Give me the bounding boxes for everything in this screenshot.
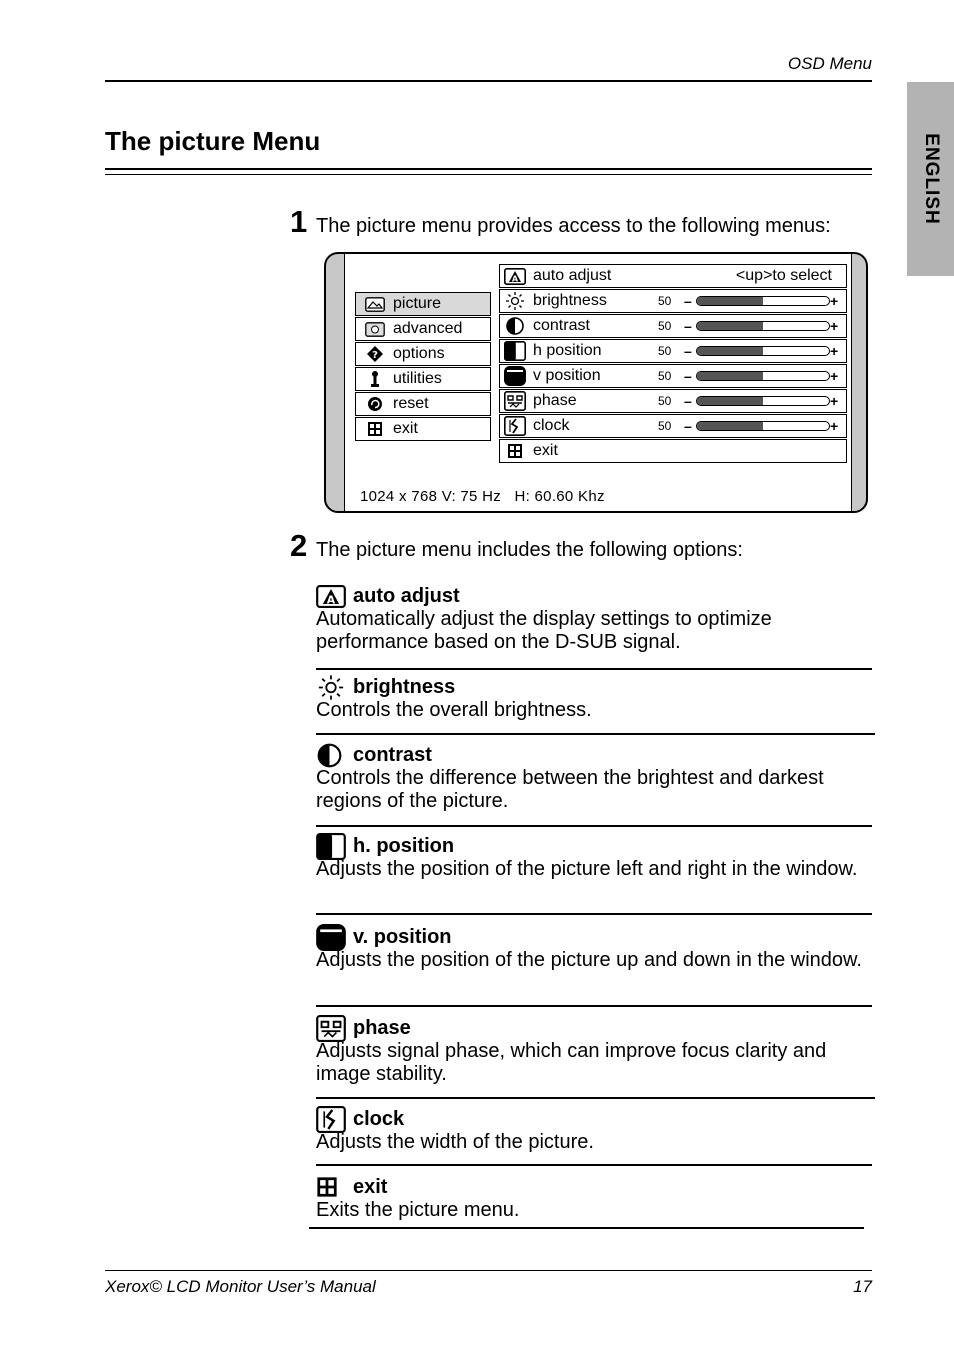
option-separator xyxy=(309,1227,864,1229)
osd-main-menu xyxy=(355,292,491,442)
option-title: v. position xyxy=(353,925,452,948)
option-description: Adjusts the position of the picture left and right in the window. xyxy=(316,858,858,880)
osd-menu-item-utilities[interactable] xyxy=(355,367,491,391)
option-heading xyxy=(316,1016,872,1040)
osd-submenu-item-auto-adjust[interactable] xyxy=(499,264,847,288)
option-auto-adjust xyxy=(316,584,872,654)
slider-value: 50 xyxy=(658,294,672,308)
language-tab xyxy=(907,82,954,276)
option-separator xyxy=(316,1097,875,1099)
brightness-icon xyxy=(316,675,346,699)
svg-text:A: A xyxy=(326,592,336,606)
slider-track[interactable] xyxy=(696,396,830,406)
exit-icon xyxy=(364,421,386,437)
option-v-position xyxy=(316,925,872,972)
language-tab-label: ENGLISH xyxy=(920,133,942,225)
slider-minus[interactable]: – xyxy=(684,418,692,434)
option-separator xyxy=(316,1005,872,1007)
option-contrast xyxy=(316,743,872,813)
osd-submenu-label: h position xyxy=(533,342,602,359)
utilities-icon xyxy=(364,371,386,387)
osd-hint: <up>to select xyxy=(735,267,832,284)
slider-minus[interactable]: – xyxy=(684,343,692,359)
option-title: h. position xyxy=(353,834,455,857)
osd-menu-label: exit xyxy=(393,420,418,437)
slider-plus[interactable]: + xyxy=(830,393,839,409)
header-rule xyxy=(105,80,872,82)
osd-submenu-label: v position xyxy=(533,367,601,384)
osd-menu-label: utilities xyxy=(393,370,442,387)
v-position-icon xyxy=(504,368,526,384)
option-separator xyxy=(316,825,872,827)
osd-menu-item-advanced[interactable] xyxy=(355,317,491,341)
osd-submenu-item-clock[interactable] xyxy=(499,414,847,438)
brightness-icon xyxy=(504,293,526,309)
footer-title: Xerox© LCD Monitor User’s Manual xyxy=(105,1277,376,1296)
title-rule xyxy=(105,168,872,170)
slider-value: 50 xyxy=(658,319,672,333)
option-separator xyxy=(316,1164,872,1166)
slider-minus[interactable]: – xyxy=(684,293,692,309)
slider-fill xyxy=(697,397,763,405)
osd-menu-label: reset xyxy=(393,395,429,412)
slider-track[interactable] xyxy=(696,321,830,331)
osd-submenu-item-brightness[interactable] xyxy=(499,289,847,313)
option-heading xyxy=(316,925,872,949)
osd-submenu-label: phase xyxy=(533,392,577,409)
slider-value: 50 xyxy=(658,394,672,408)
exit-icon xyxy=(504,443,526,459)
page-number: 17 xyxy=(853,1277,872,1296)
slider-fill xyxy=(697,422,763,430)
osd-submenu-label: contrast xyxy=(533,317,590,334)
osd-panel xyxy=(344,254,852,511)
h-position-icon xyxy=(316,834,346,858)
option-title: exit xyxy=(353,1175,388,1198)
clock-icon xyxy=(316,1107,346,1131)
option-brightness xyxy=(316,675,872,722)
slider-fill xyxy=(697,347,763,355)
slider-fill xyxy=(697,372,763,380)
osd-submenu-item-exit[interactable] xyxy=(499,439,847,463)
slider-value: 50 xyxy=(658,419,672,433)
slider-track[interactable] xyxy=(696,346,830,356)
osd-submenu-label: brightness xyxy=(533,292,607,309)
option-heading xyxy=(316,584,872,608)
osd-menu-label: options xyxy=(393,345,445,362)
option-description: Adjusts the position of the picture up and down in the window. xyxy=(316,949,862,971)
option-heading xyxy=(316,1175,872,1199)
slider-value: 50 xyxy=(658,344,672,358)
osd-submenu-item-v-position[interactable] xyxy=(499,364,847,388)
osd-picture-submenu xyxy=(499,264,847,464)
running-head: OSD Menu xyxy=(787,54,872,73)
title-rule-thin xyxy=(105,174,872,175)
slider-minus[interactable]: – xyxy=(684,368,692,384)
option-heading xyxy=(316,1107,872,1131)
option-description: Exits the picture menu. xyxy=(316,1199,520,1221)
clock-icon xyxy=(504,418,526,434)
option-phase xyxy=(316,1016,872,1086)
option-separator xyxy=(316,733,875,735)
option-h-position xyxy=(316,834,872,881)
phase-icon xyxy=(316,1016,346,1040)
h-position-icon xyxy=(504,343,526,359)
option-heading xyxy=(316,834,872,858)
osd-submenu-item-h-position[interactable] xyxy=(499,339,847,363)
osd-menu-label: picture xyxy=(393,295,442,312)
osd-menu-item-picture[interactable] xyxy=(355,292,491,316)
slider-fill xyxy=(697,297,763,305)
v-position-icon xyxy=(316,925,346,949)
auto-adjust-icon xyxy=(504,268,526,284)
slider-value: 50 xyxy=(658,369,672,383)
option-title: auto adjust xyxy=(353,584,460,607)
option-clock xyxy=(316,1107,872,1154)
osd-menu-item-reset[interactable] xyxy=(355,392,491,416)
svg-text:A: A xyxy=(511,274,519,283)
slider-fill xyxy=(697,322,763,330)
phase-icon xyxy=(504,393,526,409)
slider-track[interactable] xyxy=(696,296,830,306)
slider-plus[interactable]: + xyxy=(830,318,839,334)
option-title: clock xyxy=(353,1107,405,1130)
page-title: The picture Menu xyxy=(105,126,321,156)
option-exit xyxy=(316,1175,872,1222)
slider-track[interactable] xyxy=(696,421,830,431)
option-separator xyxy=(316,913,872,915)
option-description: Controls the overall brightness. xyxy=(316,699,592,721)
option-description: Adjusts the width of the picture. xyxy=(316,1131,594,1153)
contrast-icon xyxy=(316,743,346,767)
option-separator xyxy=(316,668,872,670)
osd-submenu-label: clock xyxy=(533,417,570,434)
osd-submenu-item-contrast[interactable] xyxy=(499,314,847,338)
osd-submenu-label: auto adjust xyxy=(533,267,612,284)
slider-plus[interactable]: + xyxy=(830,368,839,384)
option-heading xyxy=(316,743,872,767)
slider-track[interactable] xyxy=(696,371,830,381)
osd-resolution: 1024 x 768 V: 75 Hz H: 60.60 Khz xyxy=(360,488,605,505)
slider-minus[interactable]: – xyxy=(684,393,692,409)
option-heading xyxy=(316,675,872,699)
step-number-1: 1 xyxy=(290,204,308,239)
slider-plus[interactable]: + xyxy=(830,418,839,434)
osd-menu-label: advanced xyxy=(393,320,463,337)
option-title: phase xyxy=(353,1016,411,1039)
osd-menu-item-options[interactable] xyxy=(355,342,491,366)
option-description: Controls the difference between the brightest and darkest regions of the picture. xyxy=(316,767,824,812)
footer-rule xyxy=(105,1270,872,1271)
step-text-1: The picture menu provides access to the following menus: xyxy=(316,215,831,237)
osd-screen xyxy=(324,252,868,513)
slider-plus[interactable]: + xyxy=(830,293,839,309)
osd-menu-item-exit[interactable] xyxy=(355,417,491,441)
advanced-icon xyxy=(364,321,386,337)
slider-minus[interactable]: – xyxy=(684,318,692,334)
auto-adjust-icon xyxy=(316,584,346,608)
step-number-2: 2 xyxy=(290,528,308,563)
exit-icon xyxy=(316,1175,346,1199)
osd-submenu-item-phase[interactable] xyxy=(499,389,847,413)
contrast-icon xyxy=(504,318,526,334)
picture-icon xyxy=(364,296,386,312)
svg-text:?: ? xyxy=(372,350,378,361)
reset-icon xyxy=(364,396,386,412)
options-icon xyxy=(364,346,386,362)
option-description: Adjusts signal phase, which can improve focus clarity and image stability. xyxy=(316,1040,827,1085)
step-text-2: The picture menu includes the following options: xyxy=(316,539,743,561)
osd-submenu-label: exit xyxy=(533,442,558,459)
option-description: Automatically adjust the display settings to optimize performance based on the D-SUB signal. xyxy=(316,608,772,653)
option-title: brightness xyxy=(353,675,456,698)
option-title: contrast xyxy=(353,743,432,766)
slider-plus[interactable]: + xyxy=(830,343,839,359)
